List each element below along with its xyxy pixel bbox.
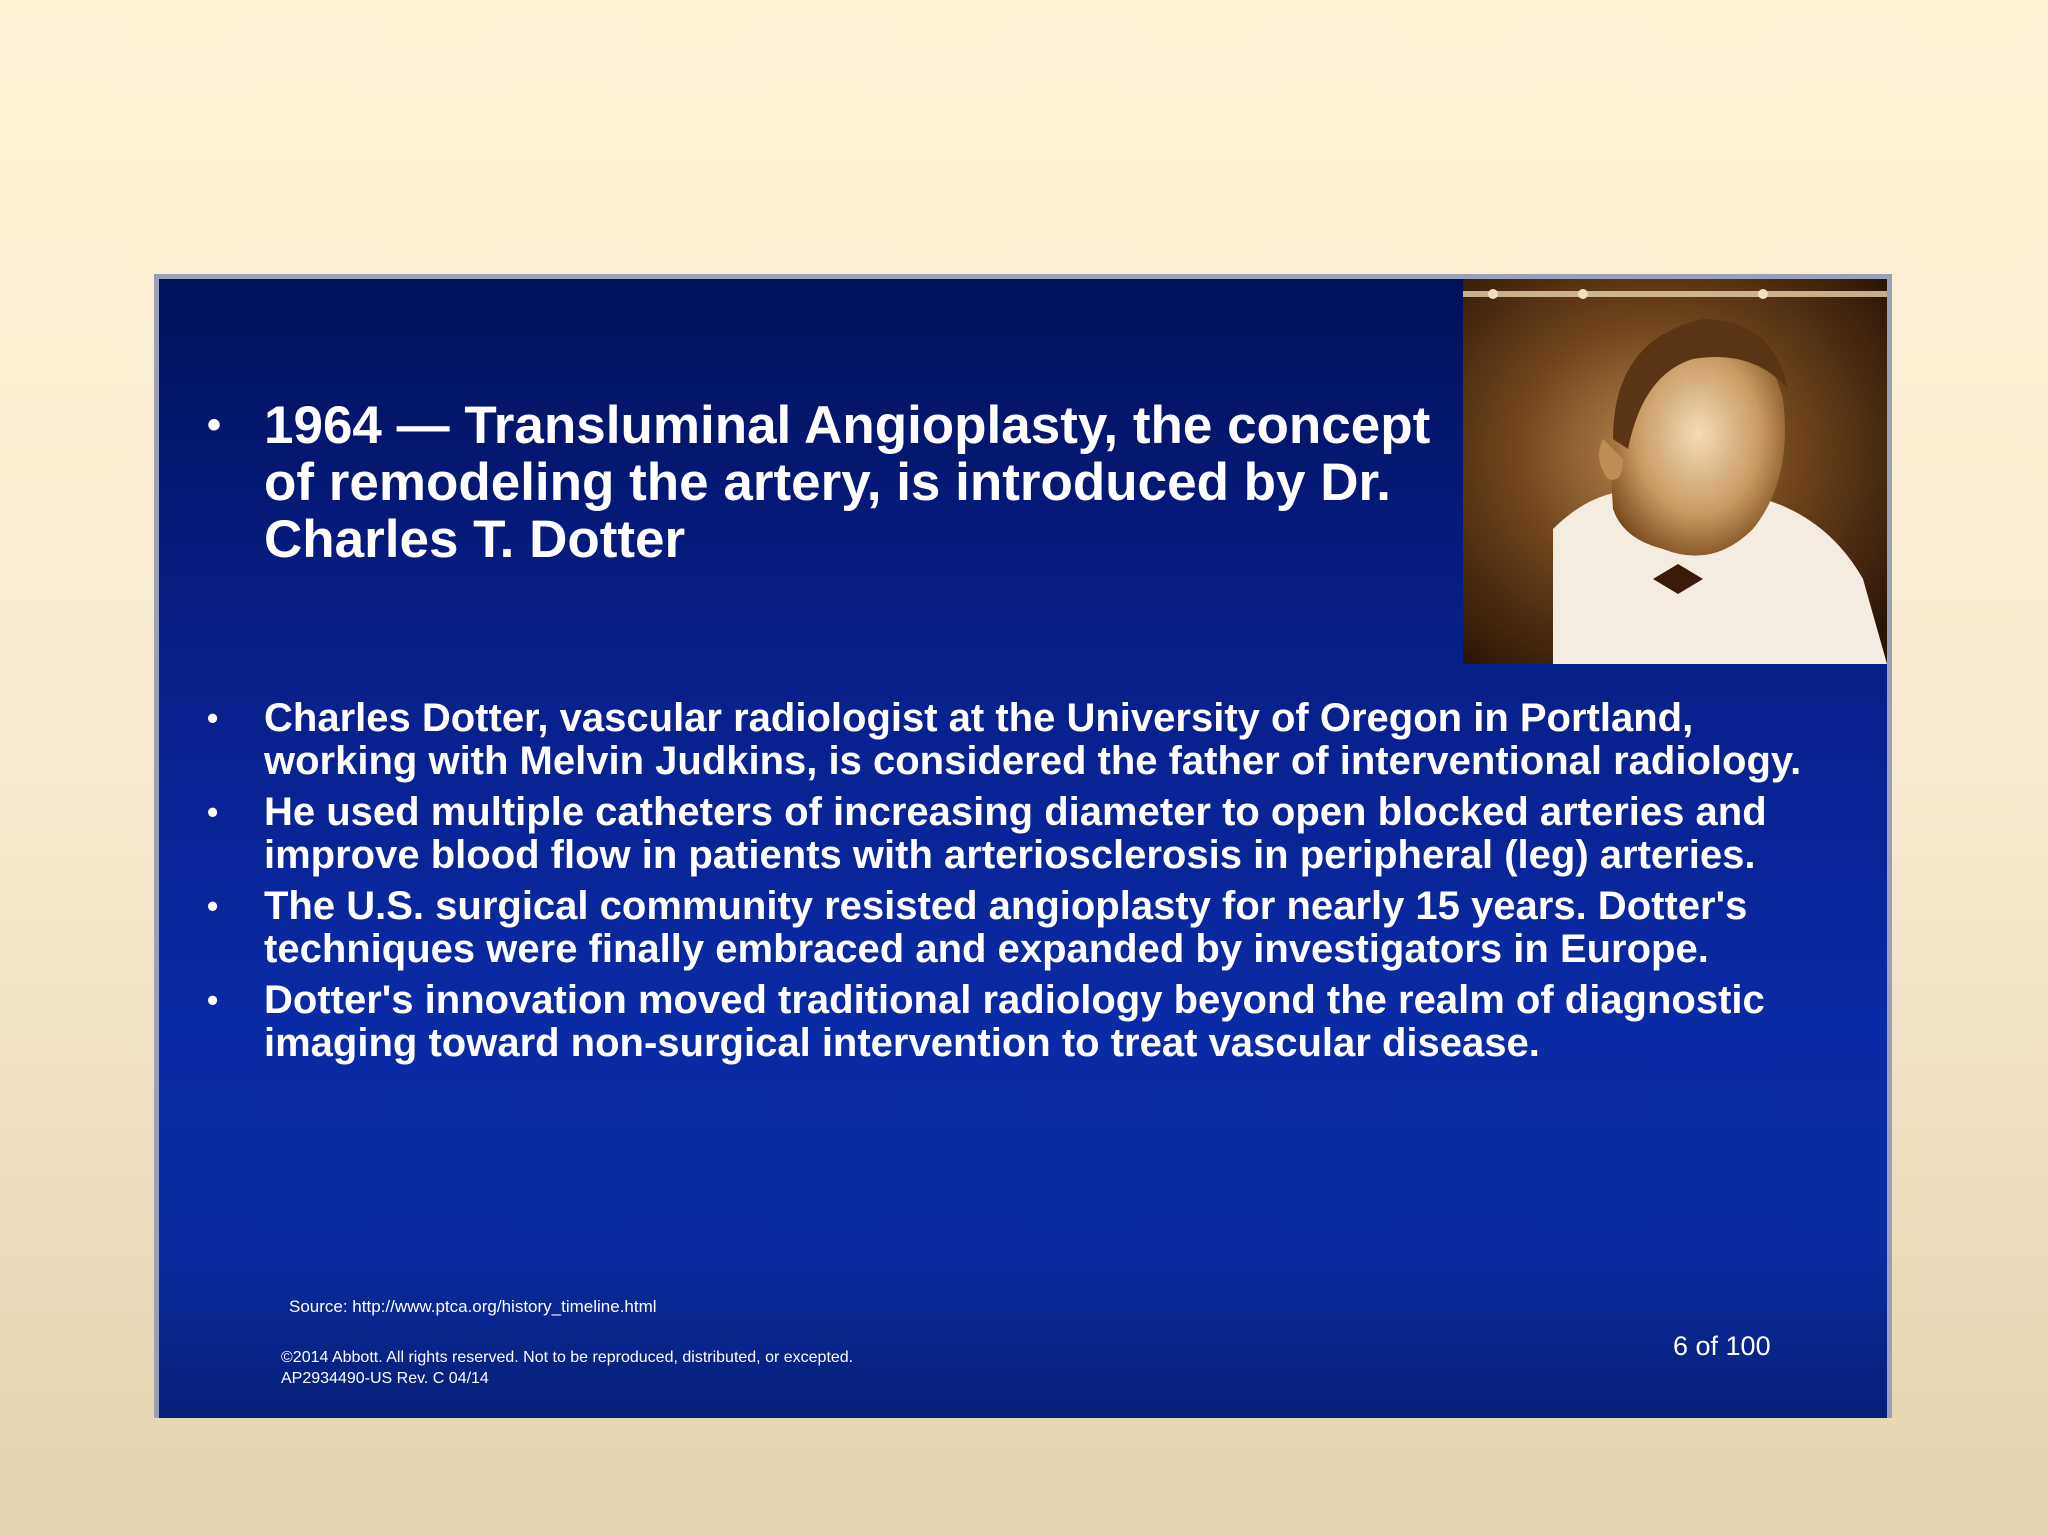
bullet-text: He used multiple catheters of increasing diameter to open blocked arteries and improve blood flow in patients with arteriosclerosis in peripheral (leg) arteries. xyxy=(264,790,1767,877)
slide xyxy=(154,274,1892,1418)
bullet-text: Dotter's innovation moved traditional radiology beyond the realm of diagnostic imaging toward non-surgical intervention to treat vascular disease. xyxy=(264,978,1765,1065)
bullet-marker: • xyxy=(207,982,219,1018)
slide-bullet-list xyxy=(159,697,1849,1073)
bullet-marker: • xyxy=(207,700,219,736)
bullet-item xyxy=(159,979,1849,1065)
slide-heading-text: 1964 — Transluminal Angioplasty, the concept of remodeling the artery, is introduced by Dr. Charles T. Dotter xyxy=(264,396,1431,569)
portrait-photo-icon xyxy=(1463,279,1887,664)
bullet-marker: • xyxy=(207,794,219,830)
document-code: AP2934490-US Rev. C 04/14 xyxy=(281,1370,489,1387)
dotter-portrait-photo xyxy=(1463,279,1887,664)
bullet-marker: • xyxy=(207,403,222,447)
copyright-notice xyxy=(281,1347,853,1389)
slide-heading-list xyxy=(159,397,1449,568)
source-citation: Source: http://www.ptca.org/history_timeline.html xyxy=(289,1297,657,1316)
bullet-marker: • xyxy=(207,888,219,924)
bullet-item xyxy=(159,697,1849,783)
slide-heading xyxy=(159,397,1449,568)
bullet-text: The U.S. surgical community resisted angioplasty for nearly 15 years. Dotter's techniques were finally embraced and expanded by investigators in Europe. xyxy=(264,884,1748,971)
copyright-line: ©2014 Abbott. All rights reserved. Not to be reproduced, distributed, or excepted. xyxy=(281,1349,854,1366)
bullet-text: Charles Dotter, vascular radiologist at the University of Oregon in Portland, working with Melvin Judkins, is considered the father of interventional radiology. xyxy=(264,696,1802,783)
bullet-item xyxy=(159,885,1849,971)
bullet-item xyxy=(159,791,1849,877)
page-indicator: 6 of 100 xyxy=(1673,1331,1771,1361)
